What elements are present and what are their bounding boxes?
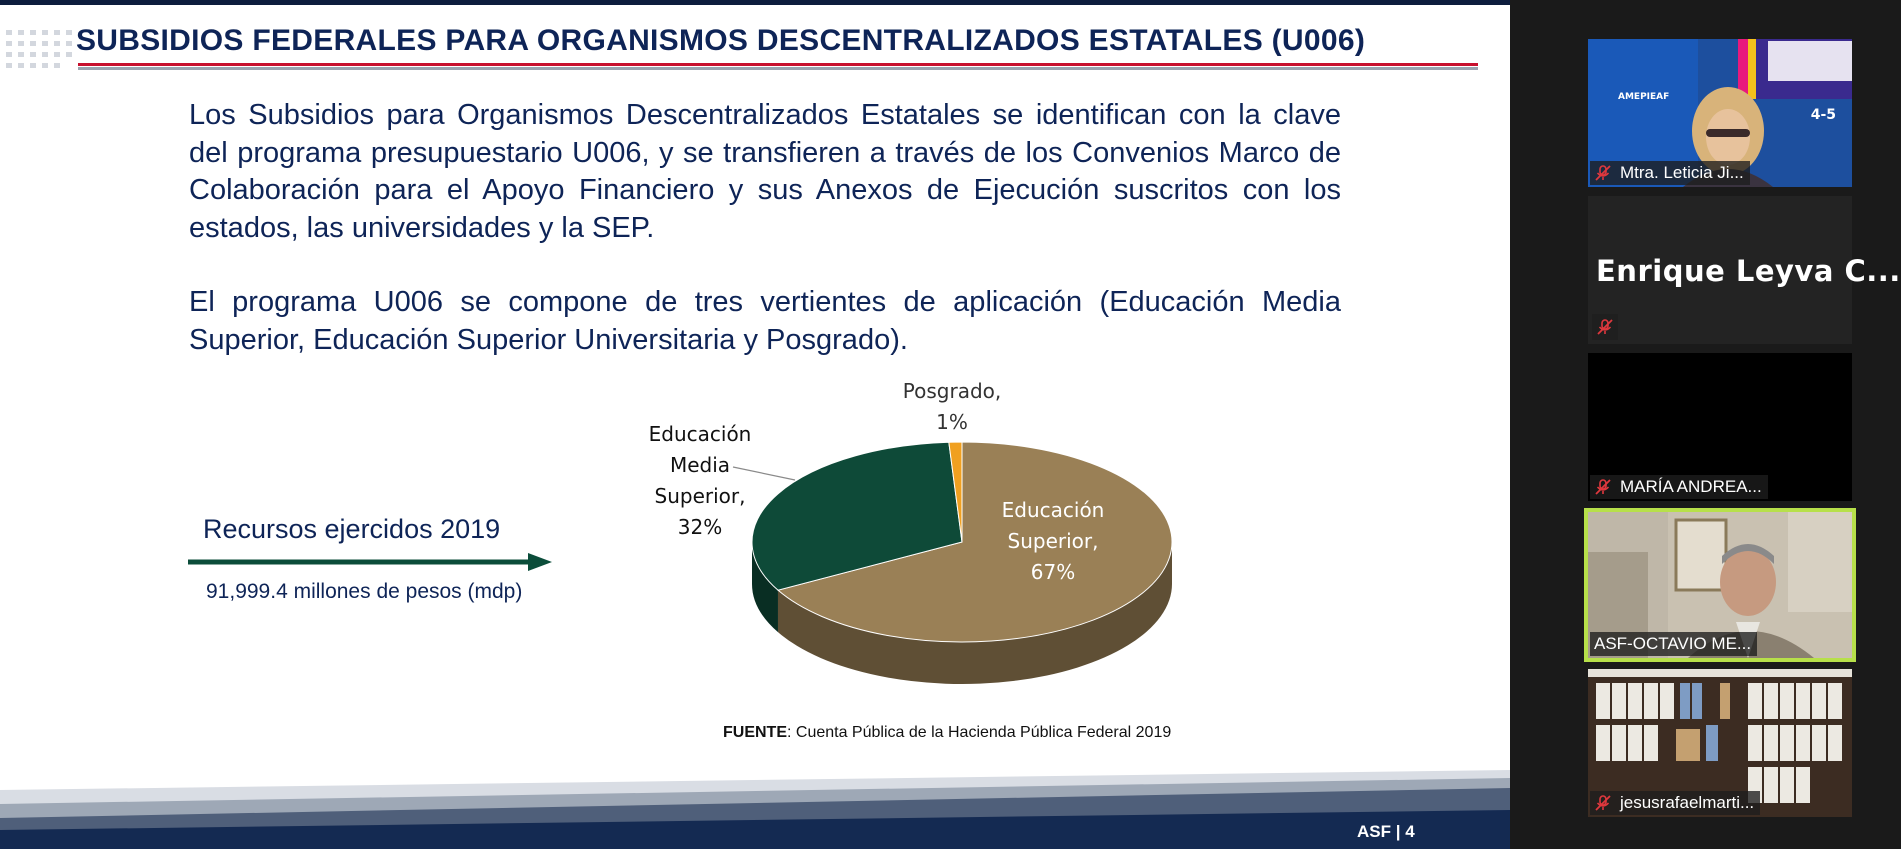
paragraph-program-description: Los Subsidios para Organismos Descentralizados Estatales se identifican con la clave del programa presupuestario U006, y se transfieren a través de los Convenios Marco de Colaboración para el Apoyo Financiero y sus Anexos de Ejecución suscritos con los estados, las universidades y la SEP. bbox=[189, 99, 1341, 244]
participant-tile[interactable] bbox=[1588, 353, 1852, 501]
participant-display-name: Enrique Leyva C... bbox=[1596, 254, 1901, 288]
title-underline bbox=[78, 63, 1478, 66]
participant-name: Mtra. Leticia Ji... bbox=[1620, 163, 1744, 182]
slide-top-bar bbox=[0, 0, 1510, 5]
slide-title: SUBSIDIOS FEDERALES PARA ORGANISMOS DESCENTRALIZADOS ESTATALES (U006) bbox=[76, 24, 1366, 57]
source-line bbox=[723, 724, 1171, 742]
participant-tile[interactable] bbox=[1588, 669, 1852, 817]
source-prefix: FUENTE bbox=[723, 724, 787, 741]
pie-label-posgrado: Posgrado, 1% bbox=[902, 379, 1002, 434]
pie-label-educacion-media-superior: Educación Media Superior, 32% bbox=[648, 422, 752, 539]
participant-name: MARÍA ANDREA... bbox=[1620, 477, 1762, 496]
source-text: : Cuenta Pública de la Hacienda Pública Federal 2019 bbox=[787, 724, 1172, 741]
participant-mic-status bbox=[1592, 314, 1618, 340]
banner-org: AMEPIEAF bbox=[1618, 92, 1670, 102]
slide-footer-band bbox=[0, 760, 1510, 849]
pie-label-educacion-superior: Educación Superior, 67% bbox=[1001, 498, 1105, 584]
participant-tile-active-speaker[interactable] bbox=[1584, 508, 1856, 662]
banner-date: 4-5 bbox=[1810, 107, 1836, 123]
leader-line bbox=[733, 467, 795, 480]
resources-amount: 91,999.4 millones de pesos (mdp) bbox=[206, 580, 523, 603]
mic-muted-icon bbox=[1594, 794, 1612, 812]
page-number: ASF | 4 bbox=[1357, 822, 1415, 841]
right-arrow-icon bbox=[186, 551, 556, 573]
mic-muted-icon bbox=[1594, 478, 1612, 496]
pie-chart bbox=[630, 375, 1190, 715]
participant-name-tag bbox=[1590, 475, 1768, 499]
participant-name-tag bbox=[1590, 632, 1757, 656]
participant-name: jesusrafaelmarti... bbox=[1620, 793, 1755, 812]
participant-tile[interactable] bbox=[1588, 39, 1852, 187]
participant-name: ASF-OCTAVIO ME... bbox=[1594, 634, 1752, 653]
mic-muted-icon bbox=[1596, 318, 1614, 336]
participant-tile[interactable] bbox=[1588, 196, 1901, 344]
mic-muted-icon bbox=[1594, 164, 1612, 182]
title-underline-shadow bbox=[78, 67, 1478, 70]
paragraph-program-components: El programa U006 se compone de tres vertientes de aplicación (Educación Media Superior, Educación Superior Universitaria y Posgrado). bbox=[189, 286, 1341, 356]
participant-name-tag bbox=[1590, 161, 1750, 185]
participant-name-tag bbox=[1590, 791, 1760, 815]
resources-label: Recursos ejercidos 2019 bbox=[203, 514, 501, 544]
